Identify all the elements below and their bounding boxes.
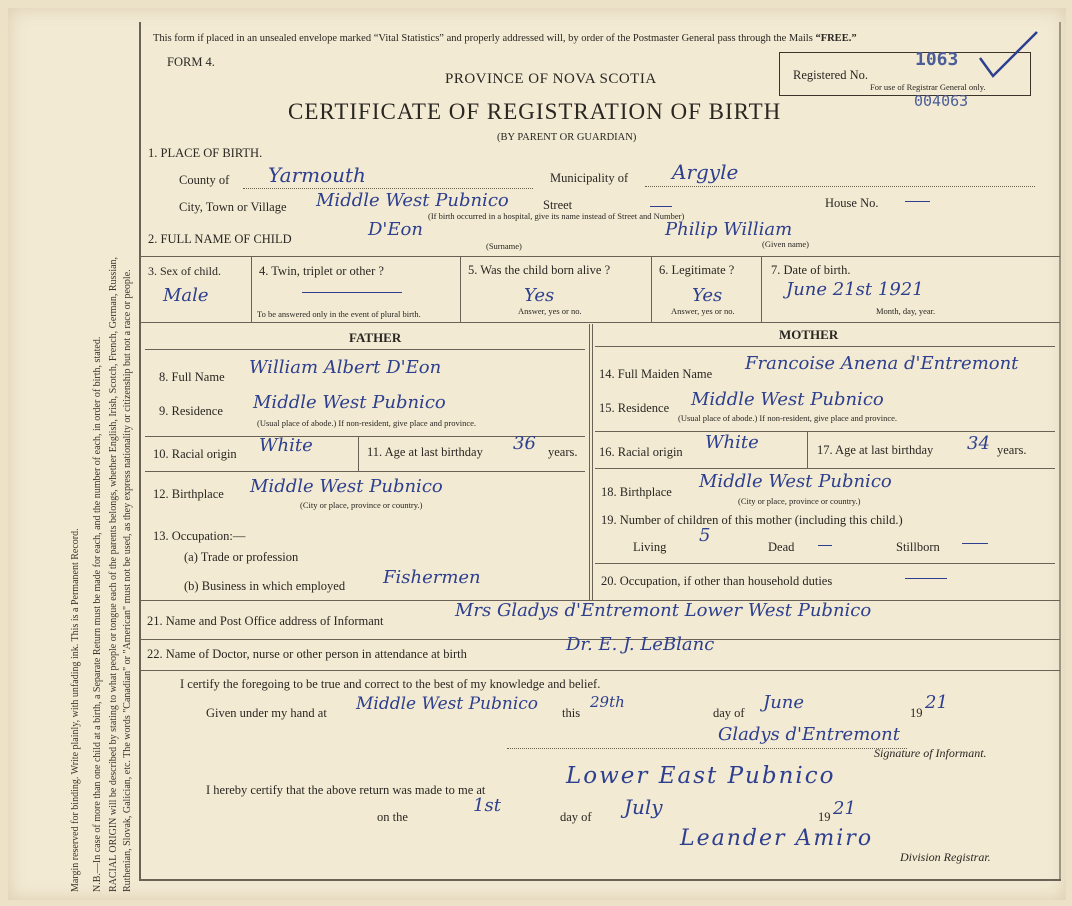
stamp-number: 004063 bbox=[914, 92, 969, 110]
side-note-racial-origin-1: RACIAL ORIGIN will be described by stating to what people or tongue each of the parents belongs, whether English, Irish, Scotch, French, German, Russian, bbox=[108, 256, 119, 892]
dead-label: Dead bbox=[768, 540, 795, 554]
child-name-label: 2. FULL NAME OF CHILD bbox=[148, 232, 292, 246]
registrar-day: 1st bbox=[473, 795, 501, 816]
mother-racial-top-rule bbox=[595, 431, 1055, 432]
municipality-underline bbox=[645, 186, 1035, 187]
registrar-year: 21 bbox=[833, 798, 856, 819]
informant-signature: Gladys d'Entremont bbox=[718, 724, 900, 745]
informant-signature-line bbox=[507, 748, 907, 749]
house-label: House No. bbox=[825, 196, 879, 210]
alive-label: 5. Was the child born alive ? bbox=[468, 263, 611, 277]
mother-occupation-label: 20. Occupation, if other than household duties bbox=[601, 574, 833, 588]
mother-racial-divider bbox=[807, 431, 808, 469]
mother-birthplace-value: Middle West Pubnico bbox=[699, 471, 892, 492]
father-residence-label: 9. Residence bbox=[159, 404, 223, 418]
street-dash bbox=[650, 206, 672, 207]
county-label: County of bbox=[179, 173, 230, 187]
father-age-label: 11. Age at last birthday bbox=[367, 445, 483, 459]
business-label: (b) Business in which employed bbox=[184, 579, 346, 593]
side-note-multiple-births: N.B.—In case of more than one child at a birth, a Separate Return must be made for each, and the number of each, in order of birth, stated. bbox=[92, 336, 103, 892]
certify-statement: I certify the foregoing to be true and correct to the best of my knowledge and belief. bbox=[180, 677, 601, 691]
registrar-month: July bbox=[624, 795, 663, 819]
registrar-statement: I hereby certify that the above return was made to me at bbox=[206, 783, 486, 797]
mother-racial-label: 16. Racial origin bbox=[599, 445, 683, 459]
on-the-label: on the bbox=[377, 810, 408, 824]
registrar-signature: Leander Amiro bbox=[680, 826, 874, 851]
mother-birthplace-label: 18. Birthplace bbox=[601, 485, 672, 499]
county-value: Yarmouth bbox=[268, 163, 366, 187]
twin-label: 4. Twin, triplet or other ? bbox=[259, 264, 384, 278]
stillborn-dash bbox=[962, 543, 988, 544]
parents-divider bbox=[589, 324, 590, 600]
father-birthplace-label: 12. Birthplace bbox=[153, 487, 224, 501]
mother-occupation-dash bbox=[905, 578, 947, 579]
day-of-label: day of bbox=[713, 706, 745, 720]
checkmark-icon bbox=[975, 28, 1045, 83]
father-racial-bottom-rule bbox=[145, 471, 585, 472]
stillborn-label: Stillborn bbox=[896, 540, 940, 554]
informant-label: 21. Name and Post Office address of Informant bbox=[147, 614, 384, 628]
doctor-value: Dr. E. J. LeBlanc bbox=[566, 634, 715, 655]
details-divider-3 bbox=[651, 256, 652, 323]
registrar-only-note: For use of Registrar General only. bbox=[870, 82, 986, 92]
given-year-value: 21 bbox=[925, 692, 948, 713]
father-residence-caption: (Usual place of abode.) If non-resident, give place and province. bbox=[257, 418, 477, 428]
parents-divider-2 bbox=[592, 324, 593, 600]
free-label: “FREE.” bbox=[815, 33, 857, 44]
side-note-racial-origin-2: Ruthenian, Slovak, Galician, etc. The words "Canadian" or "American" must not be used, as they express nationality or citizenship but not a race or people. bbox=[122, 269, 133, 892]
frame-right-rule bbox=[1059, 22, 1061, 880]
given-place-value: Middle West Pubnico bbox=[356, 694, 539, 714]
registrar-year-prefix: 19 bbox=[818, 810, 831, 824]
registrar-day-of: day of bbox=[560, 810, 592, 824]
informant-bottom-rule bbox=[140, 670, 1060, 671]
alive-value: Yes bbox=[524, 285, 555, 306]
mother-racial-value: White bbox=[705, 432, 759, 453]
form-number: FORM 4. bbox=[167, 55, 215, 69]
frame-left-rule bbox=[139, 22, 141, 880]
doctor-label: 22. Name of Doctor, nurse or other person in attendance at birth bbox=[147, 647, 467, 661]
details-divider-4 bbox=[761, 256, 762, 323]
mother-occupation-rule bbox=[595, 563, 1055, 564]
mother-heading: MOTHER bbox=[779, 327, 839, 342]
alive-caption: Answer, yes or no. bbox=[518, 306, 582, 316]
sex-label: 3. Sex of child. bbox=[148, 264, 221, 278]
father-residence-value: Middle West Pubnico bbox=[253, 392, 446, 413]
father-occupation-label: 13. Occupation:— bbox=[153, 529, 246, 543]
twin-note: To be answered only in the event of plural birth. bbox=[257, 309, 421, 319]
given-month-value: June bbox=[763, 692, 805, 713]
given-year-prefix: 19 bbox=[910, 706, 923, 720]
mother-name-value: Francoise Anena d'Entremont bbox=[745, 353, 1019, 374]
father-years-label: years. bbox=[548, 445, 578, 459]
date-of-birth-label: 7. Date of birth. bbox=[771, 263, 851, 277]
legitimate-caption: Answer, yes or no. bbox=[671, 306, 735, 316]
father-birthplace-caption: (City or place, province or country.) bbox=[300, 500, 423, 510]
municipality-label: Municipality of bbox=[550, 171, 629, 185]
informant-signature-caption: Signature of Informant. bbox=[874, 746, 987, 760]
county-underline bbox=[243, 188, 533, 189]
province-heading: PROVINCE OF NOVA SCOTIA bbox=[445, 71, 657, 87]
given-name-caption: (Given name) bbox=[762, 239, 809, 249]
trade-label: (a) Trade or profession bbox=[184, 550, 299, 564]
surname-caption: (Surname) bbox=[486, 241, 522, 251]
this-label: this bbox=[562, 706, 581, 720]
informant-value: Mrs Gladys d'Entremont Lower West Pubnico bbox=[455, 600, 872, 621]
mother-heading-rule bbox=[595, 346, 1055, 347]
legitimate-value: Yes bbox=[692, 285, 723, 306]
mother-years-label: years. bbox=[997, 443, 1027, 457]
registrar-place: Lower East Pubnico bbox=[566, 763, 836, 789]
registrar-caption: Division Registrar. bbox=[900, 850, 991, 864]
father-heading-rule bbox=[145, 349, 585, 350]
child-surname: D'Eon bbox=[368, 219, 423, 240]
father-racial-label: 10. Racial origin bbox=[153, 447, 237, 461]
twin-dash bbox=[302, 292, 402, 293]
father-age-value: 36 bbox=[513, 433, 536, 454]
mother-name-label: 14. Full Maiden Name bbox=[599, 367, 713, 381]
frame-bottom-rule bbox=[139, 879, 1061, 881]
father-name-label: 8. Full Name bbox=[159, 370, 225, 384]
father-racial-divider bbox=[358, 436, 359, 472]
details-divider-1 bbox=[251, 256, 252, 323]
hospital-note: (If birth occurred in a hospital, give its name instead of Street and Number) bbox=[428, 211, 685, 221]
date-of-birth-value: June 21st 1921 bbox=[786, 279, 924, 300]
child-given-name: Philip William bbox=[665, 219, 793, 240]
father-racial-value: White bbox=[259, 435, 313, 456]
mother-residence-label: 15. Residence bbox=[599, 401, 670, 415]
details-top-rule bbox=[140, 256, 1060, 257]
mother-residence-caption: (Usual place of abode.) If non-resident, give place and province. bbox=[678, 413, 898, 423]
details-bottom-rule bbox=[140, 322, 1060, 323]
dead-dash bbox=[818, 545, 832, 546]
mother-residence-value: Middle West Pubnico bbox=[691, 389, 884, 410]
mother-racial-bottom-rule bbox=[595, 468, 1055, 469]
registered-number: 1063 bbox=[915, 49, 959, 70]
city-value: Middle West Pubnico bbox=[316, 190, 509, 211]
mother-age-label: 17. Age at last birthday bbox=[817, 443, 934, 457]
given-day-value: 29th bbox=[590, 693, 625, 711]
sex-value: Male bbox=[163, 285, 209, 306]
side-note-binding: Margin reserved for binding. Write plainly, with unfading ink. This is a Permanent Record. bbox=[70, 528, 81, 892]
city-label: City, Town or Village bbox=[179, 200, 287, 214]
living-label: Living bbox=[633, 540, 667, 554]
father-birthplace-value: Middle West Pubnico bbox=[250, 476, 443, 497]
registered-label: Registered No. bbox=[793, 68, 868, 82]
date-caption: Month, day, year. bbox=[876, 306, 936, 316]
children-count-label: 19. Number of children of this mother (including this child.) bbox=[601, 513, 903, 527]
legitimate-label: 6. Legitimate ? bbox=[659, 263, 735, 277]
mother-birthplace-caption: (City or place, province or country.) bbox=[738, 496, 861, 506]
street-label: Street bbox=[543, 198, 573, 212]
living-value: 5 bbox=[699, 525, 711, 546]
father-heading: FATHER bbox=[349, 330, 402, 345]
house-dash bbox=[905, 201, 930, 202]
details-divider-2 bbox=[460, 256, 461, 323]
mail-notice: This form if placed in an unsealed envelope marked “Vital Statistics” and properly addressed will, by order of the Postmaster General pass through the Mails “FREE.” bbox=[153, 33, 857, 44]
place-of-birth-label: 1. PLACE OF BIRTH. bbox=[148, 146, 263, 160]
business-value: Fishermen bbox=[383, 567, 481, 588]
father-name-value: William Albert D'Eon bbox=[249, 357, 442, 378]
given-under-label: Given under my hand at bbox=[206, 706, 327, 720]
certificate-subtitle: (BY PARENT OR GUARDIAN) bbox=[497, 132, 637, 143]
certificate-title: CERTIFICATE OF REGISTRATION OF BIRTH bbox=[288, 99, 782, 124]
municipality-value: Argyle bbox=[672, 160, 739, 184]
mother-age-value: 34 bbox=[967, 433, 990, 454]
